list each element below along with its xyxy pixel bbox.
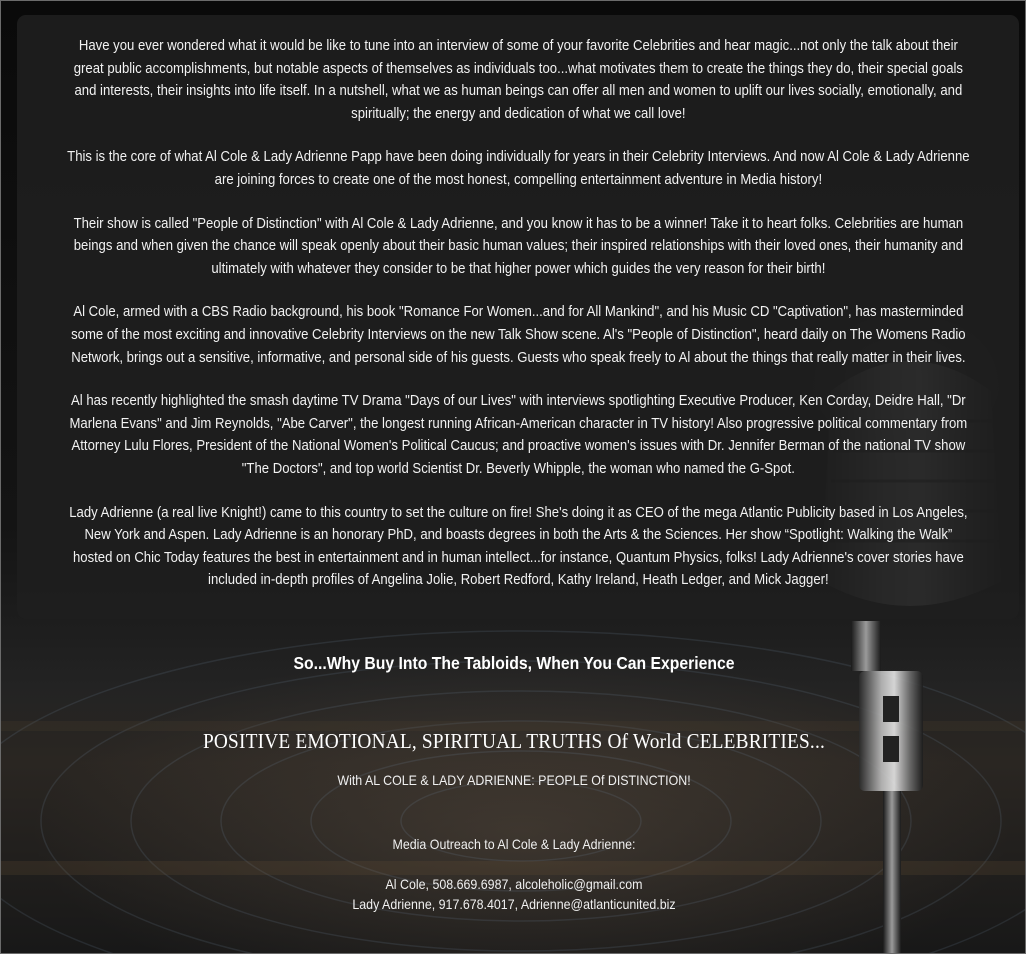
- intro-paragraph-5: Al has recently highlighted the smash daytime TV Drama "Days of our Lives" with interviews spotlighting Executive Producer, Ken Corday, Deidre Hall, "Dr Marlena Evans" and Jim Reynolds, "Abe Carver", the longest running African-American character in TV history! Also progressive political commentary from Attorney Lulu Flores, President of the National Women's Political Caucus; and proactive women's issues with Dr. Jennifer Berman of the national TV show "The Doctors", and top world Scientist Dr. Beverly Whipple, the woman who named the G-Spot.: [69, 393, 967, 477]
- intro-paragraph-3: Their show is called "People of Distinction" with Al Cole & Lady Adrienne, and you know it has to be a winner! Take it to heart folks. Celebrities are human beings and when given the chance will speak openly about their basic human values; their inspired relationships with their loved ones, their humanity and ultimately with whatever they consider to be that higher power which guides the very reason for their birth!: [73, 215, 963, 277]
- intro-paragraph-4: Al Cole, armed with a CBS Radio background, his book "Romance For Women...and for All Mankind", and his Music CD "Captivation", has masterminded some of the most exciting and innovative Celebrity Interviews on the new Talk Show scene. Al's "People of Distinction", heard daily on The Womens Radio Network, brings out a sensitive, informative, and personal side of his guests. Guests who speak freely to Al about the things that really matter in their lives.: [70, 304, 966, 366]
- tagline: So...Why Buy Into The Tabloids, When You Can Experience: [293, 653, 735, 673]
- show-subline: With AL COLE & LADY ADRIENNE: PEOPLE Of DISTINCTION!: [337, 773, 691, 788]
- contact-block: [52, 835, 975, 915]
- intro-text-panel: [17, 15, 1019, 619]
- contact-heading: Media Outreach to Al Cole & Lady Adrienne:: [392, 837, 636, 852]
- intro-paragraph-6: Lady Adrienne (a real live Knight!) came to this country to set the culture on fire! She's doing it as CEO of the mega Atlantic Publicity based in Los Angeles, New York and Aspen. Lady Adrienne is an honorary PhD, and boasts degrees in both the Arts & the Sciences. Her show “Spotlight: Walking the Walk” hosted on Chic Today features the best in entertainment and in human intellect...for instance, Quantum Physics, folks! Lady Adrienne's cover stories have included in-depth profiles of Angelina Jolie, Robert Redford, Kathy Ireland, Heath Ledger, and Mick Jagger!: [68, 504, 968, 589]
- headline: POSITIVE EMOTIONAL, SPIRITUAL TRUTHS Of World CELEBRITIES...: [202, 729, 825, 753]
- intro-paragraph-2: This is the core of what Al Cole & Lady Adrienne Papp have been doing individually for years in their Celebrity Interviews. And now Al Cole & Lady Adrienne are joining forces to create one of the most honest, compelling entertainment adventure in Media history!: [66, 149, 970, 188]
- contact-lady-adrienne: Lady Adrienne, 917.678.4017, Adrienne@atlanticunited.biz: [352, 897, 676, 912]
- contact-al-cole: Al Cole, 508.669.6987, alcoleholic@gmail.com: [385, 877, 643, 892]
- intro-paragraph-1: Have you ever wondered what it would be like to tune into an interview of some of your favorite Celebrities and hear magic...not only the talk about their great public accomplishments, but notable aspects of themselves as individuals too...what motivates them to create the things they do, their special goals and interests, their insights into life itself. In a nutshell, what we as human beings can offer all men and women to uplift our lives socially, emotionally, and spiritually; the energy and dedication of what we call love!: [73, 38, 963, 122]
